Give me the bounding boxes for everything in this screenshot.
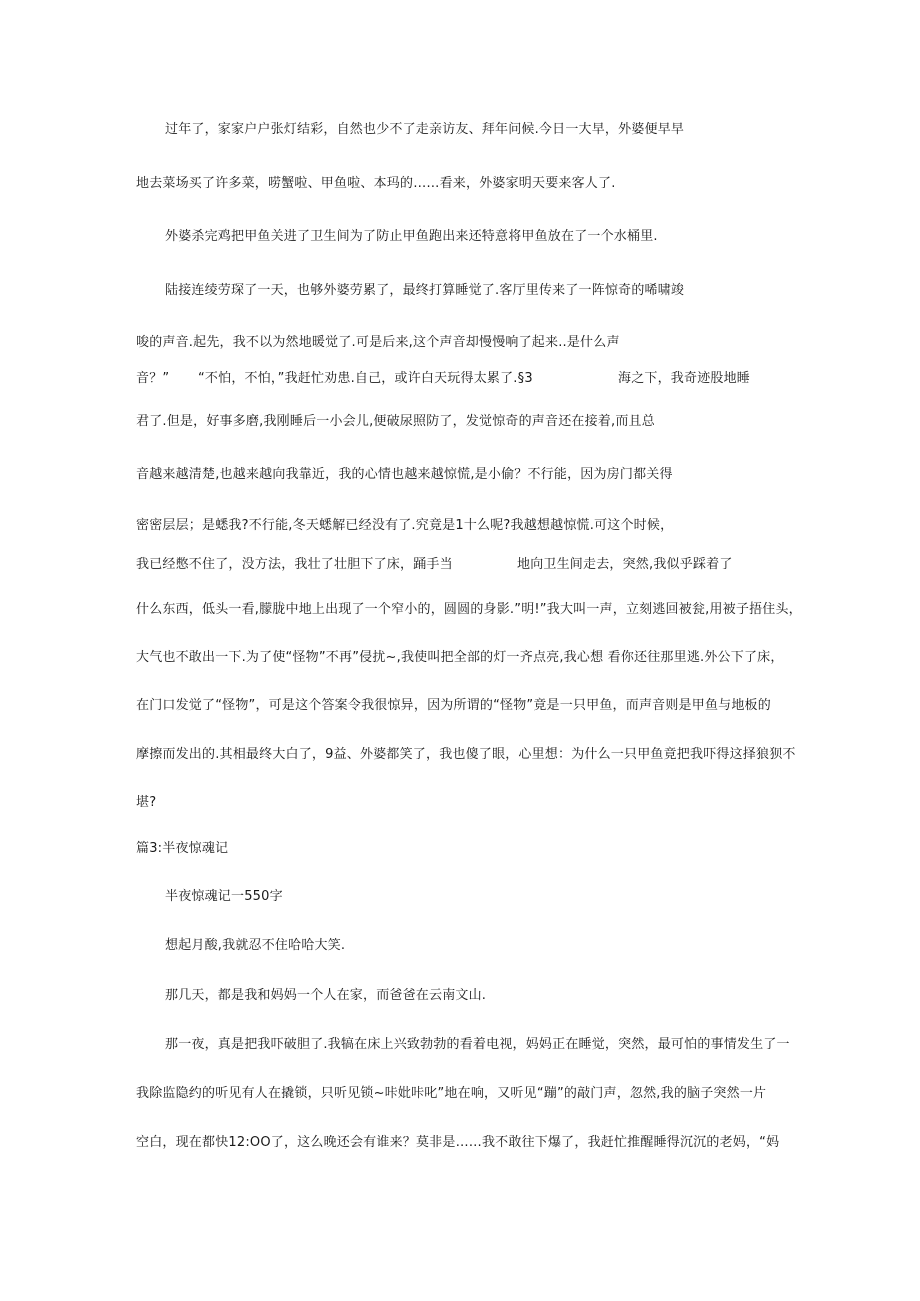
paragraph-line: 音越来越清楚,也越来越向我靠近，我的心情也越来越惊慌,是小偷？不行能，因为房门都关得 [136,467,673,482]
paragraph-line: 音？” [136,371,170,386]
paragraph-line: 大气也不敢出一下.为了使“怪物”不再”侵扰~,我使叫把全部的灯一齐点亮,我心想 看你还往那里逃.外公下了床， [136,650,784,665]
paragraph-line: 地向卫生间走去，突然,我似乎踩着了 [517,557,733,572]
paragraph-line: 我已经憋不住了，没方法，我壮了壮胆下了床，踊手当 [136,557,453,572]
paragraph-line: 海之下，我奇迹股地睡 [618,371,751,386]
paragraph-line: 外婆杀完鸡把甲鱼关进了卫生间为了防止甲鱼跑出来还特意将甲鱼放在了一个水桶里. [165,229,658,244]
paragraph-line: 空白，现在都快12:OO了，这么晚还会有谁来？莫非是……我不敢往下爆了，我赶忙推醒睡得沉沉的老妈，“妈 [136,1135,780,1150]
paragraph-line: 想起月酸,我就忍不住哈哈大笑. [165,938,346,953]
paragraph-line: 密密层层；是蟋我?不行能,冬天蟋解已经没有了.究竟是1十么呢?我越想越惊慌.可这个时候， [136,518,674,533]
paragraph-line: 我除监隐约的听见有人在撬锁，只听见锁~咔妣咔叱”地在响，又听见“蹦”的敲门声，忽然,我的脑子突然一片 [136,1086,767,1101]
paragraph-line: 地去菜场买了许多菜，唠蟹啦、甲鱼啦、本玛的……看来，外婆家明天要来客人了. [136,176,616,191]
paragraph-line: 唆的声音.起先，我不以为然地暖觉了.可是后来,这个声音却慢慢响了起来..是什么声 [136,335,620,350]
paragraph-line: 什么东西，低头一看,朦胧中地上出现了一个窄小的，圆圆的身影.”明!”我大叫一声，立刻逃回被瓮,用被子捂住头， [136,602,802,617]
section-subtitle: 半夜惊魂记一550字 [165,889,283,904]
paragraph-line: 君了.但是，好事多磨,我刚睡后一小会儿,便破尿照防了，发觉惊奇的声音还在接着,而且总 [136,414,655,429]
paragraph-line: 过年了，家家户户张灯结彩，自然也少不了走亲访友、拜年问候.今日一大早，外婆便早早 [165,122,685,137]
paragraph-line: “不怕，不怕，”我赶忙劝患.自己，或许白天玩得太累了.§3 [198,371,533,386]
paragraph-line: 摩擦而发出的.其相最终大白了，9益、外婆都笑了，我也傻了眼，心里想：为什么一只甲鱼竟把我吓得这择狼狈不 [136,747,796,762]
paragraph-line: 那几天，都是我和妈妈一个人在家，而爸爸在云南文山. [165,988,487,1003]
paragraph-line: 陆接连绫劳琛了一天，也够外婆劳累了，最终打算睡觉了.客厅里传来了一阵惊奇的唏啸竣 [165,283,685,298]
section-heading: 篇3:半夜惊魂记 [136,841,229,856]
paragraph-line: 在门口发觉了“怪物”，可是这个答案令我很惊异，因为所谓的“怪物”竟是一只甲鱼，而声音则是甲鱼与地板的 [136,698,771,713]
paragraph-line: 堪? [136,795,157,810]
paragraph-line: 那一夜，真是把我吓破胆了.我犒在床上兴致勃勃的看着电视，妈妈正在睡觉，突然，最可怕的事情发生了一 [165,1037,790,1052]
